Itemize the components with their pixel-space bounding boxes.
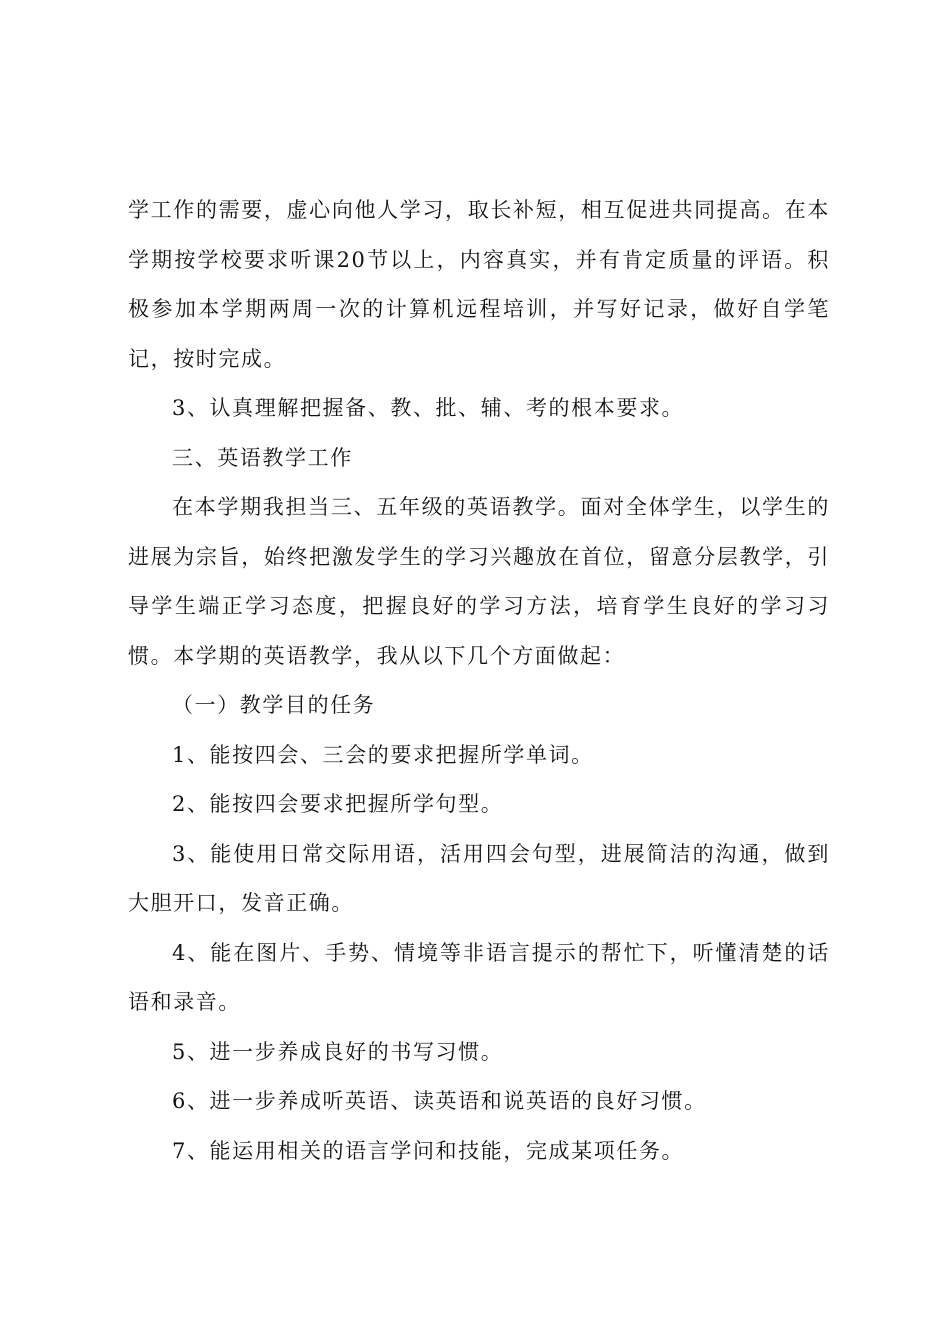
list-item-goal-2: 2、能按四会要求把握所学句型。	[172, 792, 504, 816]
list-item-goal-7: 7、能运用相关的语言学问和技能，完成某项任务。	[172, 1138, 685, 1163]
list-item-goal-5: 5、进一步养成良好的书写习惯。	[172, 1039, 504, 1064]
paragraph-english-intro: 在本学期我担当三、五年级的英语教学。面对全体学生，以学生的进展为宗旨，始终把激发学生的学习兴趣放在首位，留意分层教学，引导学生端正学习态度，把握良好的学习方法，培育学生良好的学习习惯。本学期的英语教学，我从以下几个方面做起：	[128, 495, 830, 668]
paragraph-continuation: 学工作的需要，虚心向他人学习，取长补短，相互促进共同提高。在本学期按学校要求听课20节以上，内容真实，并有肯定质量的评语。积极参加本学期两周一次的计算机远程培训，并写好记录，做好自学笔记，按时完成。	[128, 198, 830, 371]
list-item-goal-1: 1、能按四会、三会的要求把握所学单词。	[172, 742, 594, 767]
list-item-goal-4: 4、能在图片、手势、情境等非语言提示的帮忙下，听懂清楚的话语和录音。	[128, 940, 830, 1014]
section-heading-english-teaching: 三、英语教学工作	[172, 445, 353, 470]
document-body	[128, 186, 830, 1176]
list-item-goal-6: 6、进一步养成听英语、读英语和说英语的良好习惯。	[172, 1089, 707, 1113]
subheading-teaching-goals: （一）教学目的任务	[172, 693, 376, 717]
list-item-goal-3: 3、能使用日常交际用语，活用四会句型，进展简洁的沟通，做到大胆开口，发音正确。	[128, 841, 830, 915]
paragraph-item-3-prep: 3、认真理解把握备、教、批、辅、考的根本要求。	[172, 396, 685, 420]
